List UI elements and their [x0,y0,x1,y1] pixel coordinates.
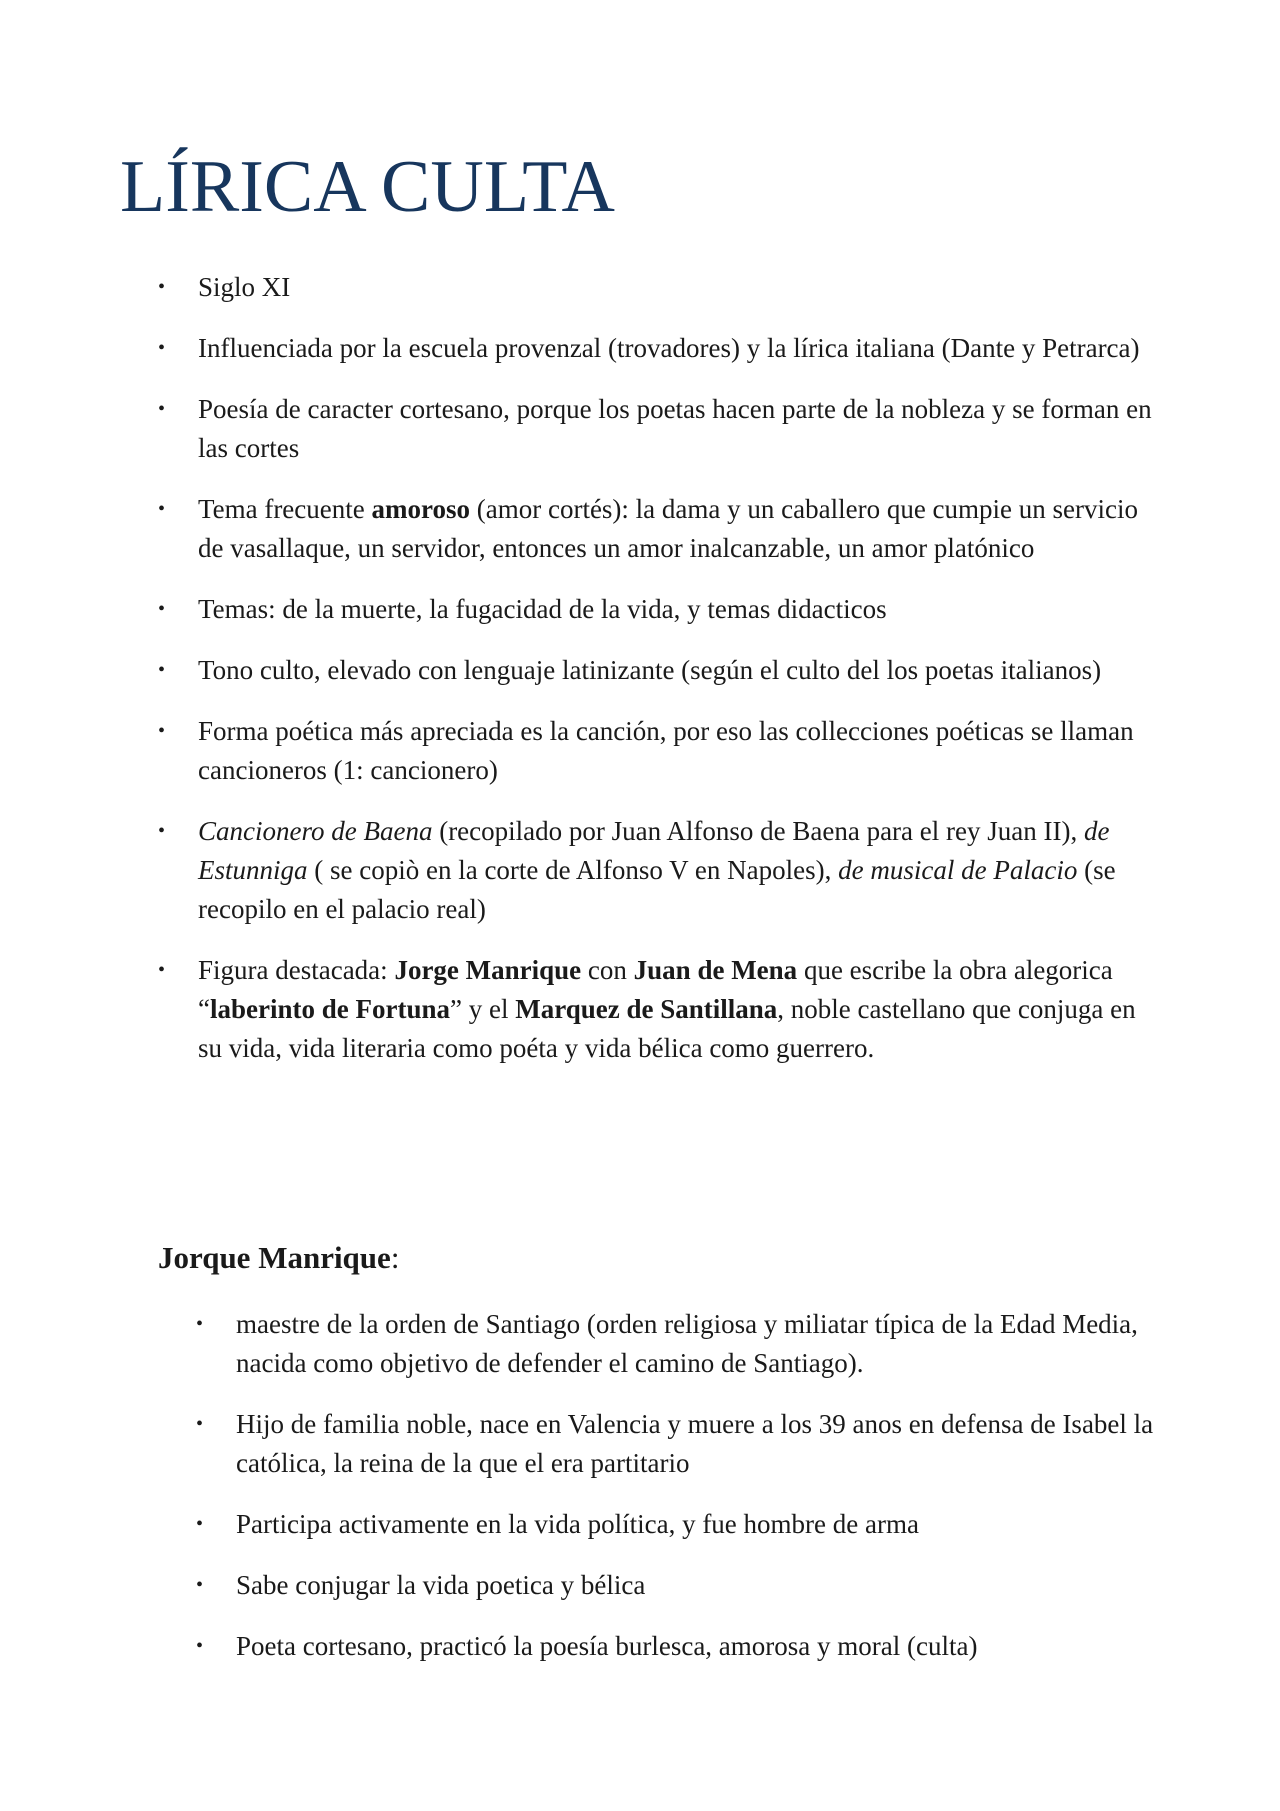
item-text: ( se copiò en la corte de Alfonso V en Napoles), [307,855,839,885]
item-text: Poeta cortesano, practicó la poesía burlesca, amorosa y moral (culta) [236,1631,978,1661]
item-text: (recopilado por Juan Alfonso de Baena para el rey Juan II), [432,816,1084,846]
list-item [158,590,1158,629]
list-item [196,1505,1158,1544]
list-item [196,1305,1158,1383]
item-text: Forma poética más apreciada es la canción, por eso las collecciones poéticas se llaman cancioneros (1: cancionero) [198,716,1134,785]
item-text: maestre de la orden de Santiago (orden religiosa y miliatar típica de la Edad Media, nacida como objetivo de defender el camino de Santiago). [236,1309,1138,1378]
item-text: Sabe conjugar la vida poetica y bélica [236,1570,646,1600]
main-bullet-list [158,268,1158,1090]
list-item [196,1405,1158,1483]
sub-bullet-list [196,1305,1158,1688]
list-item [158,951,1158,1068]
item-text: Hijo de familia noble, nace en Valencia y muere a los 39 anos en defensa de Isabel la católica, la reina de la que el era partitario [236,1409,1154,1478]
item-bold-text: laberinto de Fortuna [209,994,450,1024]
page-title: LÍRICA CULTA [120,146,615,228]
list-item [158,268,1158,307]
item-text: con [581,955,634,985]
list-item [158,390,1158,468]
item-text: (se recopilo en el palacio real) [198,855,1116,924]
item-italic-text: de musical de Palacio [838,855,1078,885]
list-item [158,651,1158,690]
item-text: Influenciada por la escuela provenzal (trovadores) y la lírica italiana (Dante y Petrarca) [198,333,1140,363]
section-heading-colon: : [390,1240,400,1275]
list-item [158,490,1158,568]
item-text: Figura destacada: [198,955,395,985]
item-text: (amor cortés): la dama y un caballero que cumpie un servicio de vasallaque, un servidor, entonces un amor inalcanzable, un amor platónico [198,494,1138,563]
item-bold-text: amoroso [371,494,470,524]
list-item [196,1627,1158,1666]
item-text: Siglo XI [198,272,291,302]
item-text: ” y el [449,994,516,1024]
item-bold-text: Jorge Manrique [394,955,582,985]
item-italic-text: de Estunniga [198,816,1110,885]
list-item [158,329,1158,368]
list-item [158,812,1158,929]
item-bold-text: Juan de Mena [633,955,798,985]
item-bold-text: Marquez de Santillana [515,994,778,1024]
item-text: que escribe la obra alegorica “ [198,955,1113,1024]
list-item [158,712,1158,790]
list-item [196,1566,1158,1605]
item-italic-text: Cancionero de Baena [198,816,433,846]
item-text: Temas: de la muerte, la fugacidad de la vida, y temas didacticos [198,594,887,624]
item-text: Tema frecuente [198,494,372,524]
section-heading [158,1238,399,1278]
item-text: , noble castellano que conjuga en su vida, vida literaria como poéta y vida bélica como guerrero. [198,994,1136,1063]
item-text: Participa activamente en la vida política, y fue hombre de arma [236,1509,919,1539]
item-text: Tono culto, elevado con lenguaje latinizante (según el culto del los poetas italianos) [198,655,1102,685]
section-heading-text: Jorque Manrique [158,1240,391,1275]
item-text: Poesía de caracter cortesano, porque los poetas hacen parte de la nobleza y se forman en las cortes [198,394,1152,463]
